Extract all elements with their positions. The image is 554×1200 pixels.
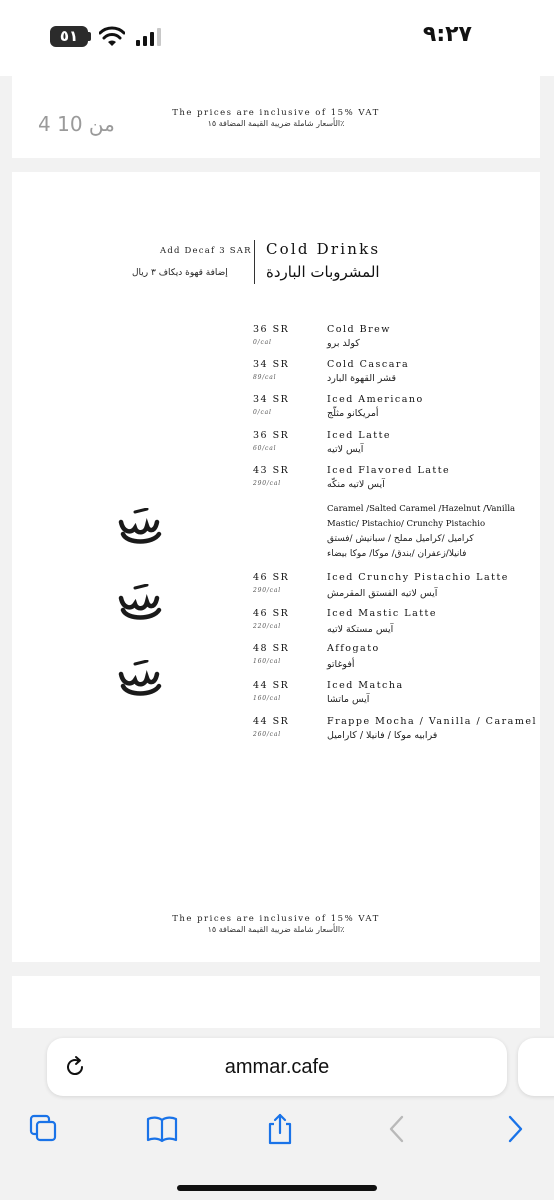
item-name-en: Cold Brew	[327, 324, 391, 335]
item-name-en: Iced Flavored Latte	[327, 465, 451, 476]
item-calories: 0/cal	[253, 339, 272, 346]
menu-item	[12, 716, 540, 752]
share-icon[interactable]	[263, 1112, 297, 1146]
item-calories: 290/cal	[253, 587, 281, 594]
item-name-ar: آيس ماتشا	[327, 694, 370, 705]
signal-icon	[136, 28, 162, 46]
back-icon[interactable]	[380, 1112, 414, 1146]
pdf-page-next	[12, 976, 540, 1036]
tabs-icon[interactable]	[27, 1112, 61, 1146]
item-calories: 60/cal	[253, 445, 277, 452]
item-price: 36 SR	[253, 430, 290, 441]
item-name-ar: آيس لاتيه الفستق المقرمش	[327, 588, 438, 599]
vat-note-ar: الأسعار شاملة ضريبة القيمة المضافة ١٥٪	[207, 119, 345, 128]
item-price: 46 SR	[253, 608, 290, 619]
vat-note-ar: الأسعار شاملة ضريبة القيمة المضافة ١٥٪	[207, 925, 345, 934]
menu-title-ar: المشروبات الباردة	[266, 263, 380, 281]
item-name-ar: قشر القهوة البارد	[327, 373, 397, 384]
menu-item	[12, 394, 540, 430]
item-name-ar: أفوغاتو	[327, 659, 355, 670]
menu-item	[12, 359, 540, 395]
item-name-ar: آيس مستكة لاتيه	[327, 624, 394, 635]
item-name-en: Frappe Mocha / Vanilla / Caramel	[327, 716, 537, 727]
pdf-page-previous	[12, 76, 540, 158]
vat-note-menu	[12, 914, 540, 934]
item-name-en: Iced Mastic Latte	[327, 608, 437, 619]
menu-item	[12, 324, 540, 360]
menu-item	[12, 608, 540, 644]
item-name-en: Iced Matcha	[327, 680, 404, 691]
menu-item	[12, 680, 540, 716]
url-text[interactable]: ammar.cafe	[224, 1056, 330, 1078]
vat-note-en: The prices are inclusive of 15% VAT	[172, 108, 380, 118]
item-calories: 89/cal	[253, 374, 277, 381]
vat-note-en: The prices are inclusive of 15% VAT	[172, 914, 380, 924]
forward-icon[interactable]	[498, 1112, 532, 1146]
item-calories: 160/cal	[253, 695, 281, 702]
decaf-note-ar: إضافة قهوة ديكاف ٣ ريال	[132, 268, 228, 278]
item-name-ar: كولد برو	[327, 338, 360, 349]
address-bar[interactable]	[47, 1038, 507, 1096]
item-name-en: Iced Crunchy Pistachio Latte	[327, 572, 509, 583]
item-calories: 260/cal	[253, 731, 281, 738]
decaf-note-en: Add Decaf 3 SAR	[160, 246, 252, 256]
item-name-ar: آيس لاتيه	[327, 444, 364, 455]
battery-tip	[88, 32, 91, 41]
header-divider	[254, 240, 255, 284]
item-price: 34 SR	[253, 359, 290, 370]
menu-item	[12, 643, 540, 679]
item-price: 44 SR	[253, 680, 290, 691]
item-name-en: Cold Cascara	[327, 359, 410, 370]
item-calories: 160/cal	[253, 658, 281, 665]
item-name-ar: أمريكانو مثلّج	[327, 408, 379, 419]
status-time: ٩:٢٧	[422, 22, 472, 47]
cafe-logo-mark	[117, 508, 163, 548]
flavor-options-ar: كراميل /كراميل مملح / سبانيش /فستق	[327, 534, 474, 544]
flavor-options	[327, 502, 537, 562]
item-price: 43 SR	[253, 465, 290, 476]
flavor-options-en: Caramel /Salted Caramel /Hazelnut /Vanilla	[327, 504, 516, 514]
item-name-ar: فرابيه موكا / فانيلا / كاراميل	[327, 730, 438, 741]
flavor-options-en: Mastic/ Pistachio/ Crunchy Pistachio	[327, 519, 486, 529]
item-calories: 0/cal	[253, 409, 272, 416]
menu-item	[12, 430, 540, 466]
item-name-en: Iced Latte	[327, 430, 392, 441]
vat-note-previous	[12, 108, 540, 128]
menu-title-en: Cold Drinks	[266, 240, 381, 258]
item-name-ar: آيس لاتيه منكّه	[327, 479, 385, 490]
item-calories: 220/cal	[253, 623, 281, 630]
item-price: 44 SR	[253, 716, 290, 727]
bookmarks-icon[interactable]	[145, 1112, 179, 1146]
pdf-page-menu	[12, 172, 540, 962]
status-bar	[0, 0, 554, 76]
browser-toolbar	[0, 1028, 554, 1200]
item-price: 34 SR	[253, 394, 290, 405]
home-indicator	[177, 1185, 377, 1191]
menu-item	[12, 465, 540, 501]
item-name-en: Affogato	[327, 643, 380, 654]
item-price: 46 SR	[253, 572, 290, 583]
item-name-en: Iced Americano	[327, 394, 424, 405]
item-price: 48 SR	[253, 643, 290, 654]
wifi-icon	[99, 26, 125, 48]
item-price: 36 SR	[253, 324, 290, 335]
menu-item	[12, 572, 540, 608]
page-indicator: 4 من 10	[38, 112, 115, 136]
flavor-options-ar: فانيلا/زعفران /بندق/ موكا/ موكا بيضاء	[327, 549, 467, 559]
item-calories: 290/cal	[253, 480, 281, 487]
battery-icon: ٥١	[50, 26, 88, 47]
next-tab-preview[interactable]	[518, 1038, 554, 1096]
